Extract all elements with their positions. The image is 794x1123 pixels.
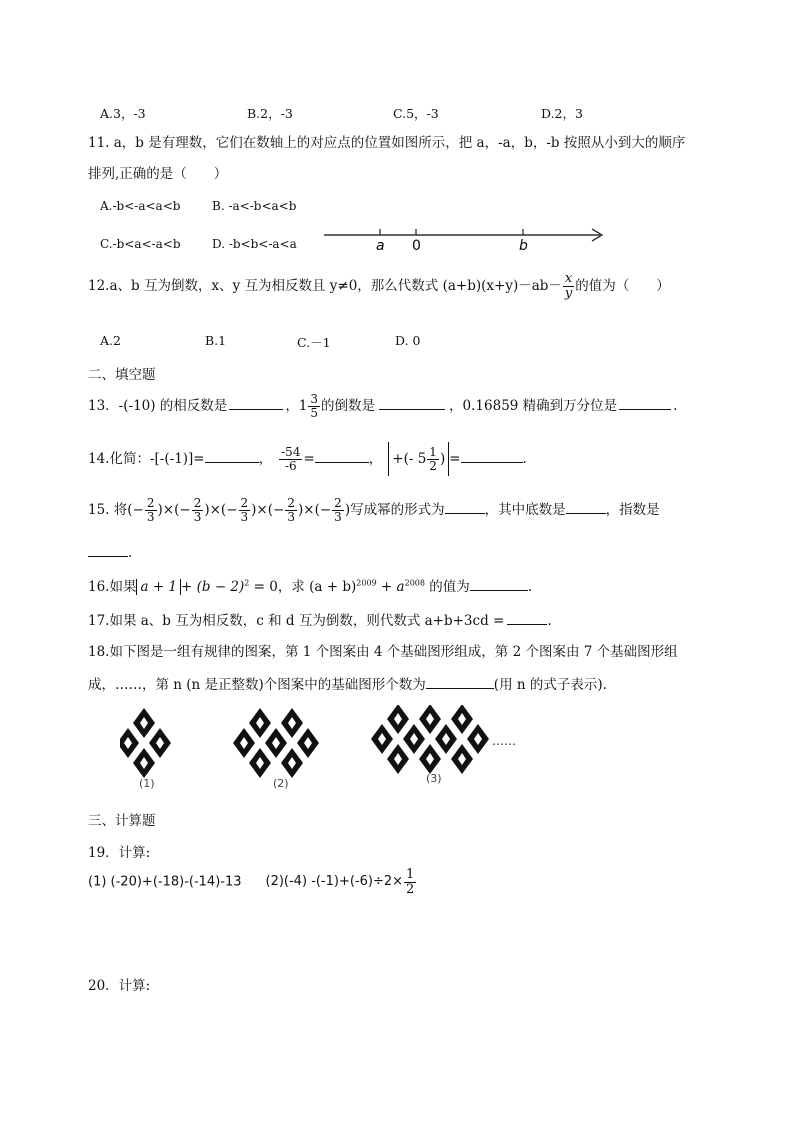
q15-factor bbox=[174, 496, 221, 524]
q13-text-2: ，1 bbox=[285, 398, 308, 414]
number-line bbox=[320, 222, 610, 256]
q12-fraction bbox=[563, 272, 574, 300]
q18-line1: 18.如下图是一组有规律的图案，第 1 个图案由 4 个基础图形组成，第 2 个图案由 7 个基础图形组 bbox=[88, 644, 678, 660]
q12-text-end: 的值为（ ） bbox=[575, 278, 670, 295]
q14-comma-1: ， bbox=[258, 450, 273, 467]
q15-factor-den: 3 bbox=[240, 509, 249, 524]
q15-factor-den: 3 bbox=[287, 509, 295, 524]
q16-exp-1: 2 bbox=[244, 578, 250, 588]
q19-part-1: (1) (-20)+(-18)-(-14)-13 bbox=[88, 874, 242, 890]
q14-blank-3 bbox=[461, 450, 523, 463]
q10-option-c: C.5，-3 bbox=[393, 106, 439, 121]
q13-blank-2 bbox=[379, 397, 445, 410]
q15-factor-close: )× bbox=[157, 501, 175, 518]
q17-blank bbox=[507, 612, 547, 625]
q14-eq-2: = bbox=[303, 450, 315, 467]
q15-factor-open: (− bbox=[127, 501, 144, 518]
q14-frac-num: -54 bbox=[281, 444, 301, 459]
q13-fraction bbox=[308, 393, 320, 419]
q13-frac-num: 3 bbox=[310, 392, 319, 406]
label-a: a bbox=[376, 238, 385, 254]
q12-option-d: D. 0 bbox=[395, 333, 421, 348]
q15-factor-close: )× bbox=[297, 501, 315, 518]
q17-line bbox=[88, 612, 552, 629]
q15-factor-close: ) bbox=[344, 501, 351, 518]
q15-factor-open: (− bbox=[267, 501, 285, 518]
q16-text-4: + a bbox=[376, 579, 405, 595]
q16-end: . bbox=[527, 579, 533, 595]
pattern-label-3: (3) bbox=[426, 772, 442, 785]
q14-frac-den: -6 bbox=[284, 458, 297, 473]
q15-factor-open: (− bbox=[314, 501, 332, 518]
q12-option-a: A.2 bbox=[100, 333, 121, 348]
q15-text-2: ，其中底数是 bbox=[484, 502, 566, 518]
q18-pattern-figure bbox=[120, 705, 540, 795]
q12-line bbox=[88, 272, 670, 300]
pattern-ellipsis: …… bbox=[492, 734, 516, 748]
q14-text-1: 14.化简：-[-(-1)]= bbox=[88, 450, 205, 467]
q15-blank-3 bbox=[88, 544, 128, 557]
q15-factor-den: 3 bbox=[146, 509, 155, 524]
q10-option-b: B.2，-3 bbox=[247, 106, 293, 121]
q11-line1: 11. a，b 是有理数，它们在数轴上的对应点的位置如图所示，把 a，-a，b，-b 按照从小到大的顺序 bbox=[88, 135, 686, 151]
q11-option-d: D. -b<b<-a<a bbox=[212, 237, 297, 251]
q15-factor-den: 3 bbox=[334, 509, 342, 524]
q16-text-3: = 0，求 (a + b) bbox=[249, 579, 357, 595]
pattern-label-2: (2) bbox=[273, 777, 289, 790]
section-calculation: 三、计算题 bbox=[88, 813, 156, 829]
q11-option-c: C.-b<a<-a<b bbox=[100, 237, 181, 251]
q15-factor-num: 2 bbox=[146, 496, 155, 510]
q16-line bbox=[88, 578, 532, 595]
q14-blank-2 bbox=[315, 450, 369, 463]
q13-text-3: 的倒数是 bbox=[321, 398, 376, 414]
q15-factor-close: )× bbox=[251, 501, 268, 518]
q14-abs-close: ) bbox=[439, 451, 446, 467]
q19-title: 19．计算: bbox=[88, 845, 151, 861]
q19-part-2: (2)(-4) -(-1)+(-6)÷2× bbox=[265, 874, 404, 890]
q15-factors bbox=[127, 496, 351, 524]
q15-end: . bbox=[128, 545, 133, 561]
q15-line bbox=[88, 497, 660, 523]
q16-blank bbox=[470, 578, 528, 591]
q15-factor-num: 2 bbox=[240, 496, 249, 510]
q19-fraction bbox=[404, 868, 416, 896]
q15-factor bbox=[314, 496, 351, 524]
q15-blank-1 bbox=[445, 501, 485, 514]
q15-factor-num: 2 bbox=[287, 496, 295, 510]
q16-exp-3: 2008 bbox=[404, 578, 425, 588]
q17-end: . bbox=[547, 613, 552, 629]
q13-blank-1 bbox=[229, 397, 283, 410]
q15-line2 bbox=[88, 544, 132, 561]
q19-frac-num: 1 bbox=[406, 867, 415, 882]
q19-line bbox=[88, 868, 417, 896]
q10-option-a: A.3，-3 bbox=[100, 106, 146, 121]
q12-frac-num: x bbox=[563, 272, 574, 287]
q18-text-b: (用 n 的式子表示). bbox=[493, 677, 607, 693]
q14-abs-fraction bbox=[427, 446, 439, 472]
q16-text-5: 的值为 bbox=[424, 579, 470, 595]
q12-option-c: C.－1 bbox=[297, 335, 331, 350]
q15-factor-open: (− bbox=[220, 501, 238, 518]
q15-factor-den: 3 bbox=[193, 509, 202, 524]
q14-end: . bbox=[522, 450, 527, 467]
q19-frac-den: 2 bbox=[406, 881, 415, 897]
q18-text-a: 成，……，第 n (n 是正整数)个图案中的基础图形个数为 bbox=[88, 677, 426, 693]
q16-text-1: 16.如果 bbox=[88, 579, 137, 595]
q15-factor bbox=[220, 496, 268, 524]
q12-option-b: B.1 bbox=[205, 333, 227, 348]
q10-option-d: D.2，3 bbox=[541, 106, 583, 121]
q13-line bbox=[88, 393, 677, 419]
q15-factor-open: (− bbox=[174, 501, 191, 518]
q15-factor-close: )× bbox=[204, 501, 221, 518]
q12-text: 12.a、b 互为倒数，x、y 互为相反数且 y≠0，那么代数式 (a+b)(x+y)－ab－ bbox=[88, 278, 562, 295]
q14-abs-text: +(- 5 bbox=[392, 451, 427, 467]
q13-text-4: ，0.16859 精确到万分位是 bbox=[449, 398, 618, 414]
q15-factor-fraction bbox=[145, 497, 157, 523]
pattern-label-1: (1) bbox=[139, 777, 155, 790]
q15-factor-fraction bbox=[285, 497, 297, 523]
q15-blank-2 bbox=[566, 501, 606, 514]
q13-text-1: 13．-(-10) 的相反数是 bbox=[88, 398, 228, 414]
q11-line2: 排列,正确的是（ ） bbox=[88, 166, 228, 182]
label-b: b bbox=[519, 238, 528, 254]
q15-factor-fraction bbox=[239, 497, 251, 523]
q14-line bbox=[88, 442, 527, 476]
q18-line2 bbox=[88, 676, 607, 693]
q13-frac-den: 5 bbox=[310, 405, 319, 420]
q16-text-2: + (b − 2) bbox=[181, 579, 245, 595]
pattern-3 bbox=[371, 705, 489, 774]
q15-factor-fraction bbox=[332, 497, 344, 523]
label-0: 0 bbox=[412, 238, 421, 254]
section-fill-in: 二、填空题 bbox=[88, 367, 156, 383]
q16-exp-2: 2009 bbox=[356, 578, 377, 588]
q13-blank-3 bbox=[619, 397, 671, 410]
q17-text: 17.如果 a、b 互为相反数，c 和 d 互为倒数，则代数式 a+b+3cd = bbox=[88, 613, 505, 629]
q12-frac-den: y bbox=[564, 285, 573, 301]
pattern-1 bbox=[120, 708, 171, 778]
q11-option-b: B. -a<-b<a<b bbox=[212, 199, 297, 213]
q15-factor-num: 2 bbox=[334, 496, 342, 510]
q14-abs-den: 2 bbox=[429, 459, 437, 473]
q14-blank-1 bbox=[205, 450, 259, 463]
q14-absolute-value bbox=[388, 442, 449, 476]
q14-comma-2: ， bbox=[368, 450, 383, 467]
q15-label: 15. 将 bbox=[88, 502, 128, 518]
q15-factor bbox=[127, 496, 175, 524]
pattern-2 bbox=[233, 708, 319, 778]
q15-factor-num: 2 bbox=[193, 496, 202, 510]
q18-blank bbox=[426, 676, 494, 689]
q15-tail: 写成幂的形式为 bbox=[350, 502, 445, 518]
q11-option-a: A.-b<-a<a<b bbox=[100, 199, 181, 213]
q14-eq-3: = bbox=[449, 450, 461, 467]
q16-absolute-value: a + 1 bbox=[136, 579, 181, 595]
q15-factor bbox=[267, 496, 315, 524]
q14-abs-num: 1 bbox=[429, 445, 437, 460]
q20-title: 20．计算: bbox=[88, 978, 151, 994]
q14-fraction bbox=[279, 446, 302, 472]
q15-text-3: ，指数是 bbox=[605, 502, 660, 518]
q13-text-5: . bbox=[673, 398, 678, 414]
q15-factor-fraction bbox=[192, 497, 204, 523]
